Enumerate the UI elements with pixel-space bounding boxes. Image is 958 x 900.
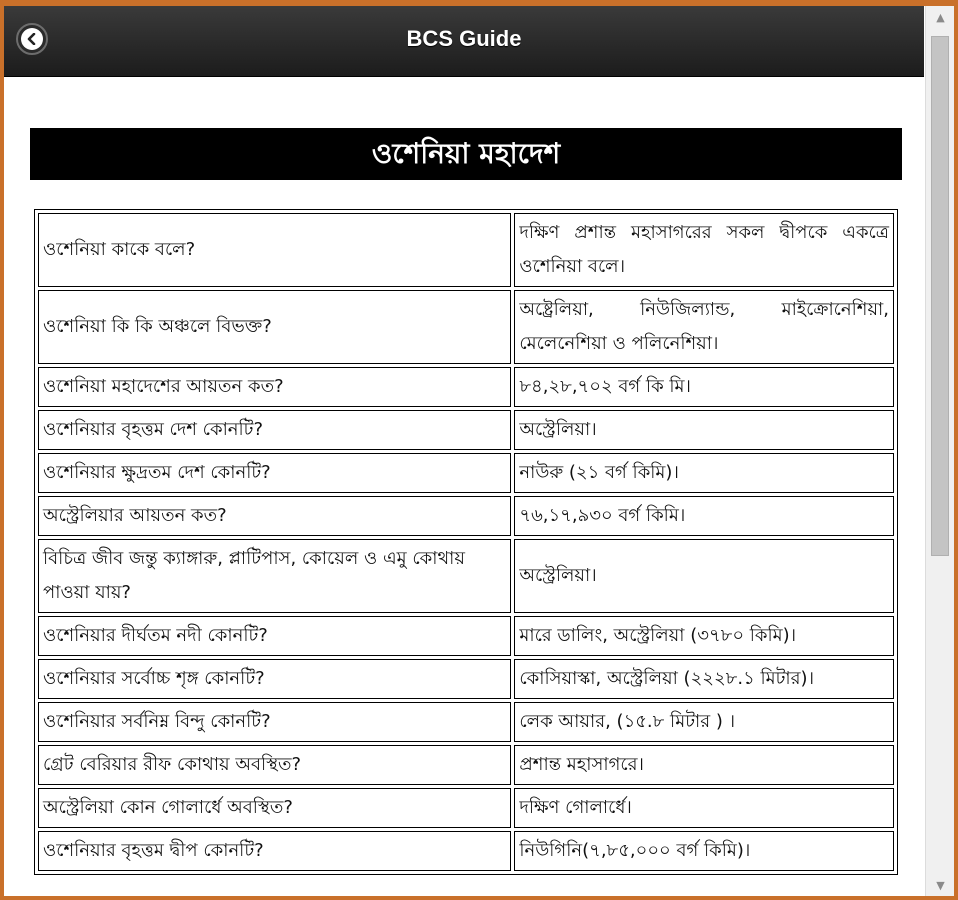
- answer-cell: প্রশান্ত মহাসাগরে।: [514, 745, 894, 785]
- table-row: [38, 410, 894, 450]
- table-row: [38, 702, 894, 742]
- answer-cell: ৮৪,২৮,৭০২ বর্গ কি মি।: [514, 367, 894, 407]
- answer-cell: ৭৬,১৭,৯৩০ বর্গ কিমি।: [514, 496, 894, 536]
- question-cell: গ্রেট বেরিয়ার রীফ কোথায় অবস্থিত?: [38, 745, 511, 785]
- table-row: [38, 213, 894, 287]
- table-row: [38, 616, 894, 656]
- answer-cell: কোসিয়াস্কা, অস্ট্রেলিয়া (২২২৮.১ মিটার)।: [514, 659, 894, 699]
- table-row: [38, 453, 894, 493]
- answer-cell: মারে ডালিং, অস্ট্রেলিয়া (৩৭৮০ কিমি)।: [514, 616, 894, 656]
- qa-table: [34, 209, 898, 875]
- table-row: [38, 831, 894, 871]
- arrow-down-icon[interactable]: ▼: [936, 878, 945, 892]
- table-row: [38, 788, 894, 828]
- question-cell: ওশেনিয়া মহাদেশের আয়তন কত?: [38, 367, 511, 407]
- question-cell: ওশেনিয়ার দীর্ঘতম নদী কোনটি?: [38, 616, 511, 656]
- section-title: ওশেনিয়া মহাদেশ: [30, 128, 902, 180]
- table-row: [38, 659, 894, 699]
- arrow-up-icon[interactable]: ▲: [936, 10, 945, 24]
- answer-cell: দক্ষিণ গোলার্ধে।: [514, 788, 894, 828]
- table-row: [38, 290, 894, 364]
- answer-cell: অস্ট্রেলিয়া।: [514, 410, 894, 450]
- answer-cell: নাউরু (২১ বর্গ কিমি)।: [514, 453, 894, 493]
- app-window: [4, 6, 954, 896]
- question-cell: অস্ট্রেলিয়া কোন গোলার্ধে অবস্থিত?: [38, 788, 511, 828]
- table-row: [38, 367, 894, 407]
- app-header: [4, 6, 924, 77]
- answer-cell: অস্ট্রেলিয়া।: [514, 539, 894, 613]
- table-row: [38, 539, 894, 613]
- answer-cell: অষ্ট্রেলিয়া, নিউজিল্যান্ড, মাইক্রোনেশিয়া, মেলেনেশিয়া ও পলিনেশিয়া।: [514, 290, 894, 364]
- answer-cell: লেক আয়ার, (১৫.৮ মিটার ) ।: [514, 702, 894, 742]
- app-title: BCS Guide: [406, 26, 522, 51]
- question-cell: ওশেনিয়ার সর্বোচ্চ শৃঙ্গ কোনটি?: [38, 659, 511, 699]
- question-cell: ওশেনিয়া কাকে বলে?: [38, 213, 511, 287]
- scrollbar-thumb[interactable]: [931, 36, 949, 556]
- table-row: [38, 745, 894, 785]
- question-cell: ওশেনিয়ার বৃহত্তম দ্বীপ কোনটি?: [38, 831, 511, 871]
- question-cell: ওশেনিয়ার বৃহত্তম দেশ কোনটি?: [38, 410, 511, 450]
- answer-cell: নিউগিনি(৭,৮৫,০০০ বর্গ কিমি)।: [514, 831, 894, 871]
- table-row: [38, 496, 894, 536]
- answer-cell: দক্ষিণ প্রশান্ত মহাসাগরের সকল দ্বীপকে একত্রে ওশেনিয়া বলে।: [514, 213, 894, 287]
- question-cell: বিচিত্র জীব জন্তু ক্যাঙ্গারু, প্লাটিপাস, কোয়েল ও এমু কোথায় পাওয়া যায়?: [38, 539, 511, 613]
- question-cell: অস্ট্রেলিয়ার আয়তন কত?: [38, 496, 511, 536]
- question-cell: ওশেনিয়ার সর্বনিম্ন বিন্দু কোনটি?: [38, 702, 511, 742]
- question-cell: ওশেনিয়া কি কি অঞ্চলে বিভক্ত?: [38, 290, 511, 364]
- scrollbar[interactable]: [925, 6, 954, 896]
- question-cell: ওশেনিয়ার ক্ষুদ্রতম দেশ কোনটি?: [38, 453, 511, 493]
